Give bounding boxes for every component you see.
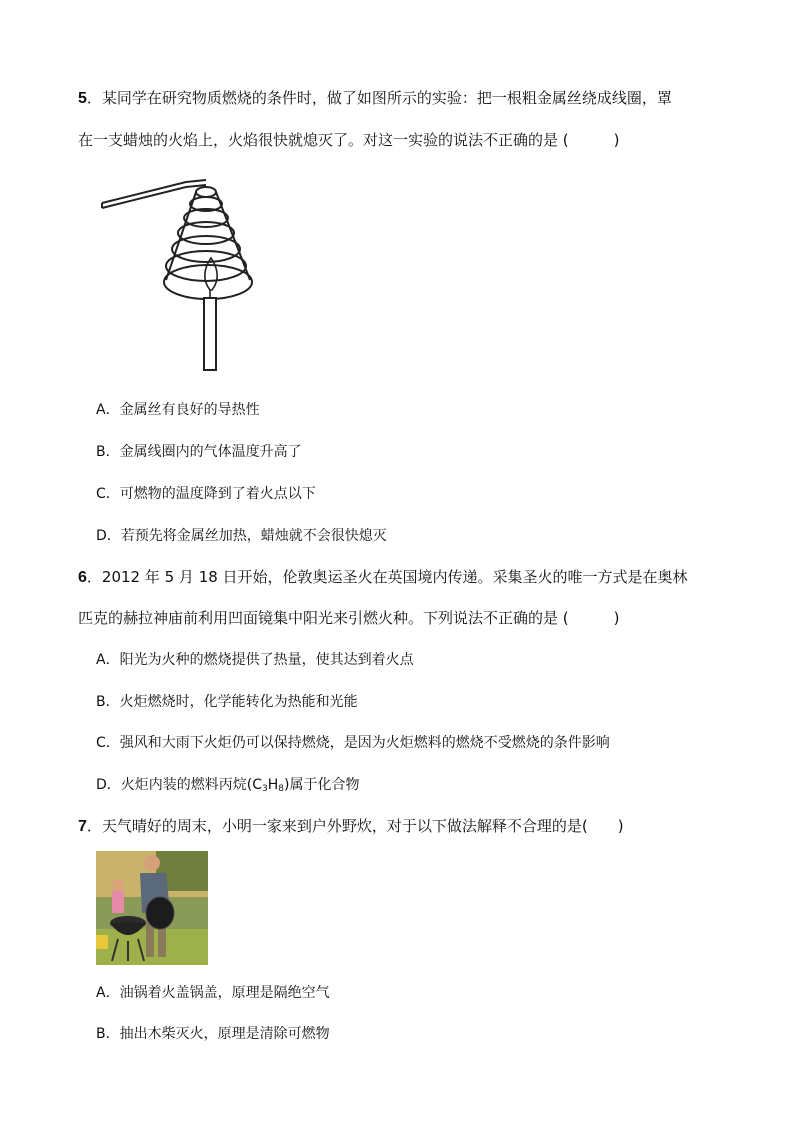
question-6-number: 6 (78, 569, 87, 586)
question-7-number: 7 (78, 818, 87, 835)
question-5-text-1: ．某同学在研究物质燃烧的条件时，做了如图所示的实验：把一根粗金属丝绕成线圈，罩 (86, 89, 672, 107)
question-7-option-a: A．油锅着火盖锅盖，原理是隔绝空气 (96, 985, 330, 1001)
question-6-text-1: ．2012 年 5 月 18 日开始，伦敦奥运圣火在英国境内传递。采集圣火的唯一方式是在奥林 (86, 568, 688, 586)
question-6-option-a: A．阳光为火种的燃烧提供了热量，使其达到着火点 (96, 652, 414, 668)
coil-candle-figure (98, 172, 258, 374)
question-5-line-1 (78, 88, 672, 109)
question-5-option-a: A．金属丝有良好的导热性 (96, 402, 260, 418)
question-5-number: 5 (78, 90, 87, 107)
question-7-text-1: ．天气晴好的周末，小明一家来到户外野炊，对于以下做法解释不合理的是( ) (86, 817, 624, 835)
question-6-line-2: 匹克的赫拉神庙前利用凹面镜集中阳光来引燃火种。下列说法不正确的是 ( ) (78, 609, 620, 627)
question-5-line-2: 在一支蜡烛的火焰上，火焰很快就熄灭了。对这一实验的说法不正确的是 ( ) (78, 131, 620, 149)
question-6-option-c: C．强风和大雨下火炬仍可以保持燃烧，是因为火炬燃料的燃烧不受燃烧的条件影响 (96, 735, 610, 751)
question-7-option-b: B．抽出木柴灭火，原理是清除可燃物 (96, 1026, 330, 1042)
question-5-option-d: D．若预先将金属丝加热，蜡烛就不会很快熄灭 (96, 528, 387, 544)
picnic-photo (96, 851, 208, 965)
question-5-option-b: B．金属线圈内的气体温度升高了 (96, 444, 302, 460)
question-5-option-c: C．可燃物的温度降到了着火点以下 (96, 486, 316, 502)
question-7-line-1 (78, 816, 624, 837)
question-6-line-1 (78, 567, 688, 588)
question-6-option-d: D．火炬内装的燃料丙烷$(C_3H_8)$属于化合物 (96, 777, 360, 794)
question-6-option-b: B．火炬燃烧时，化学能转化为热能和光能 (96, 694, 358, 710)
